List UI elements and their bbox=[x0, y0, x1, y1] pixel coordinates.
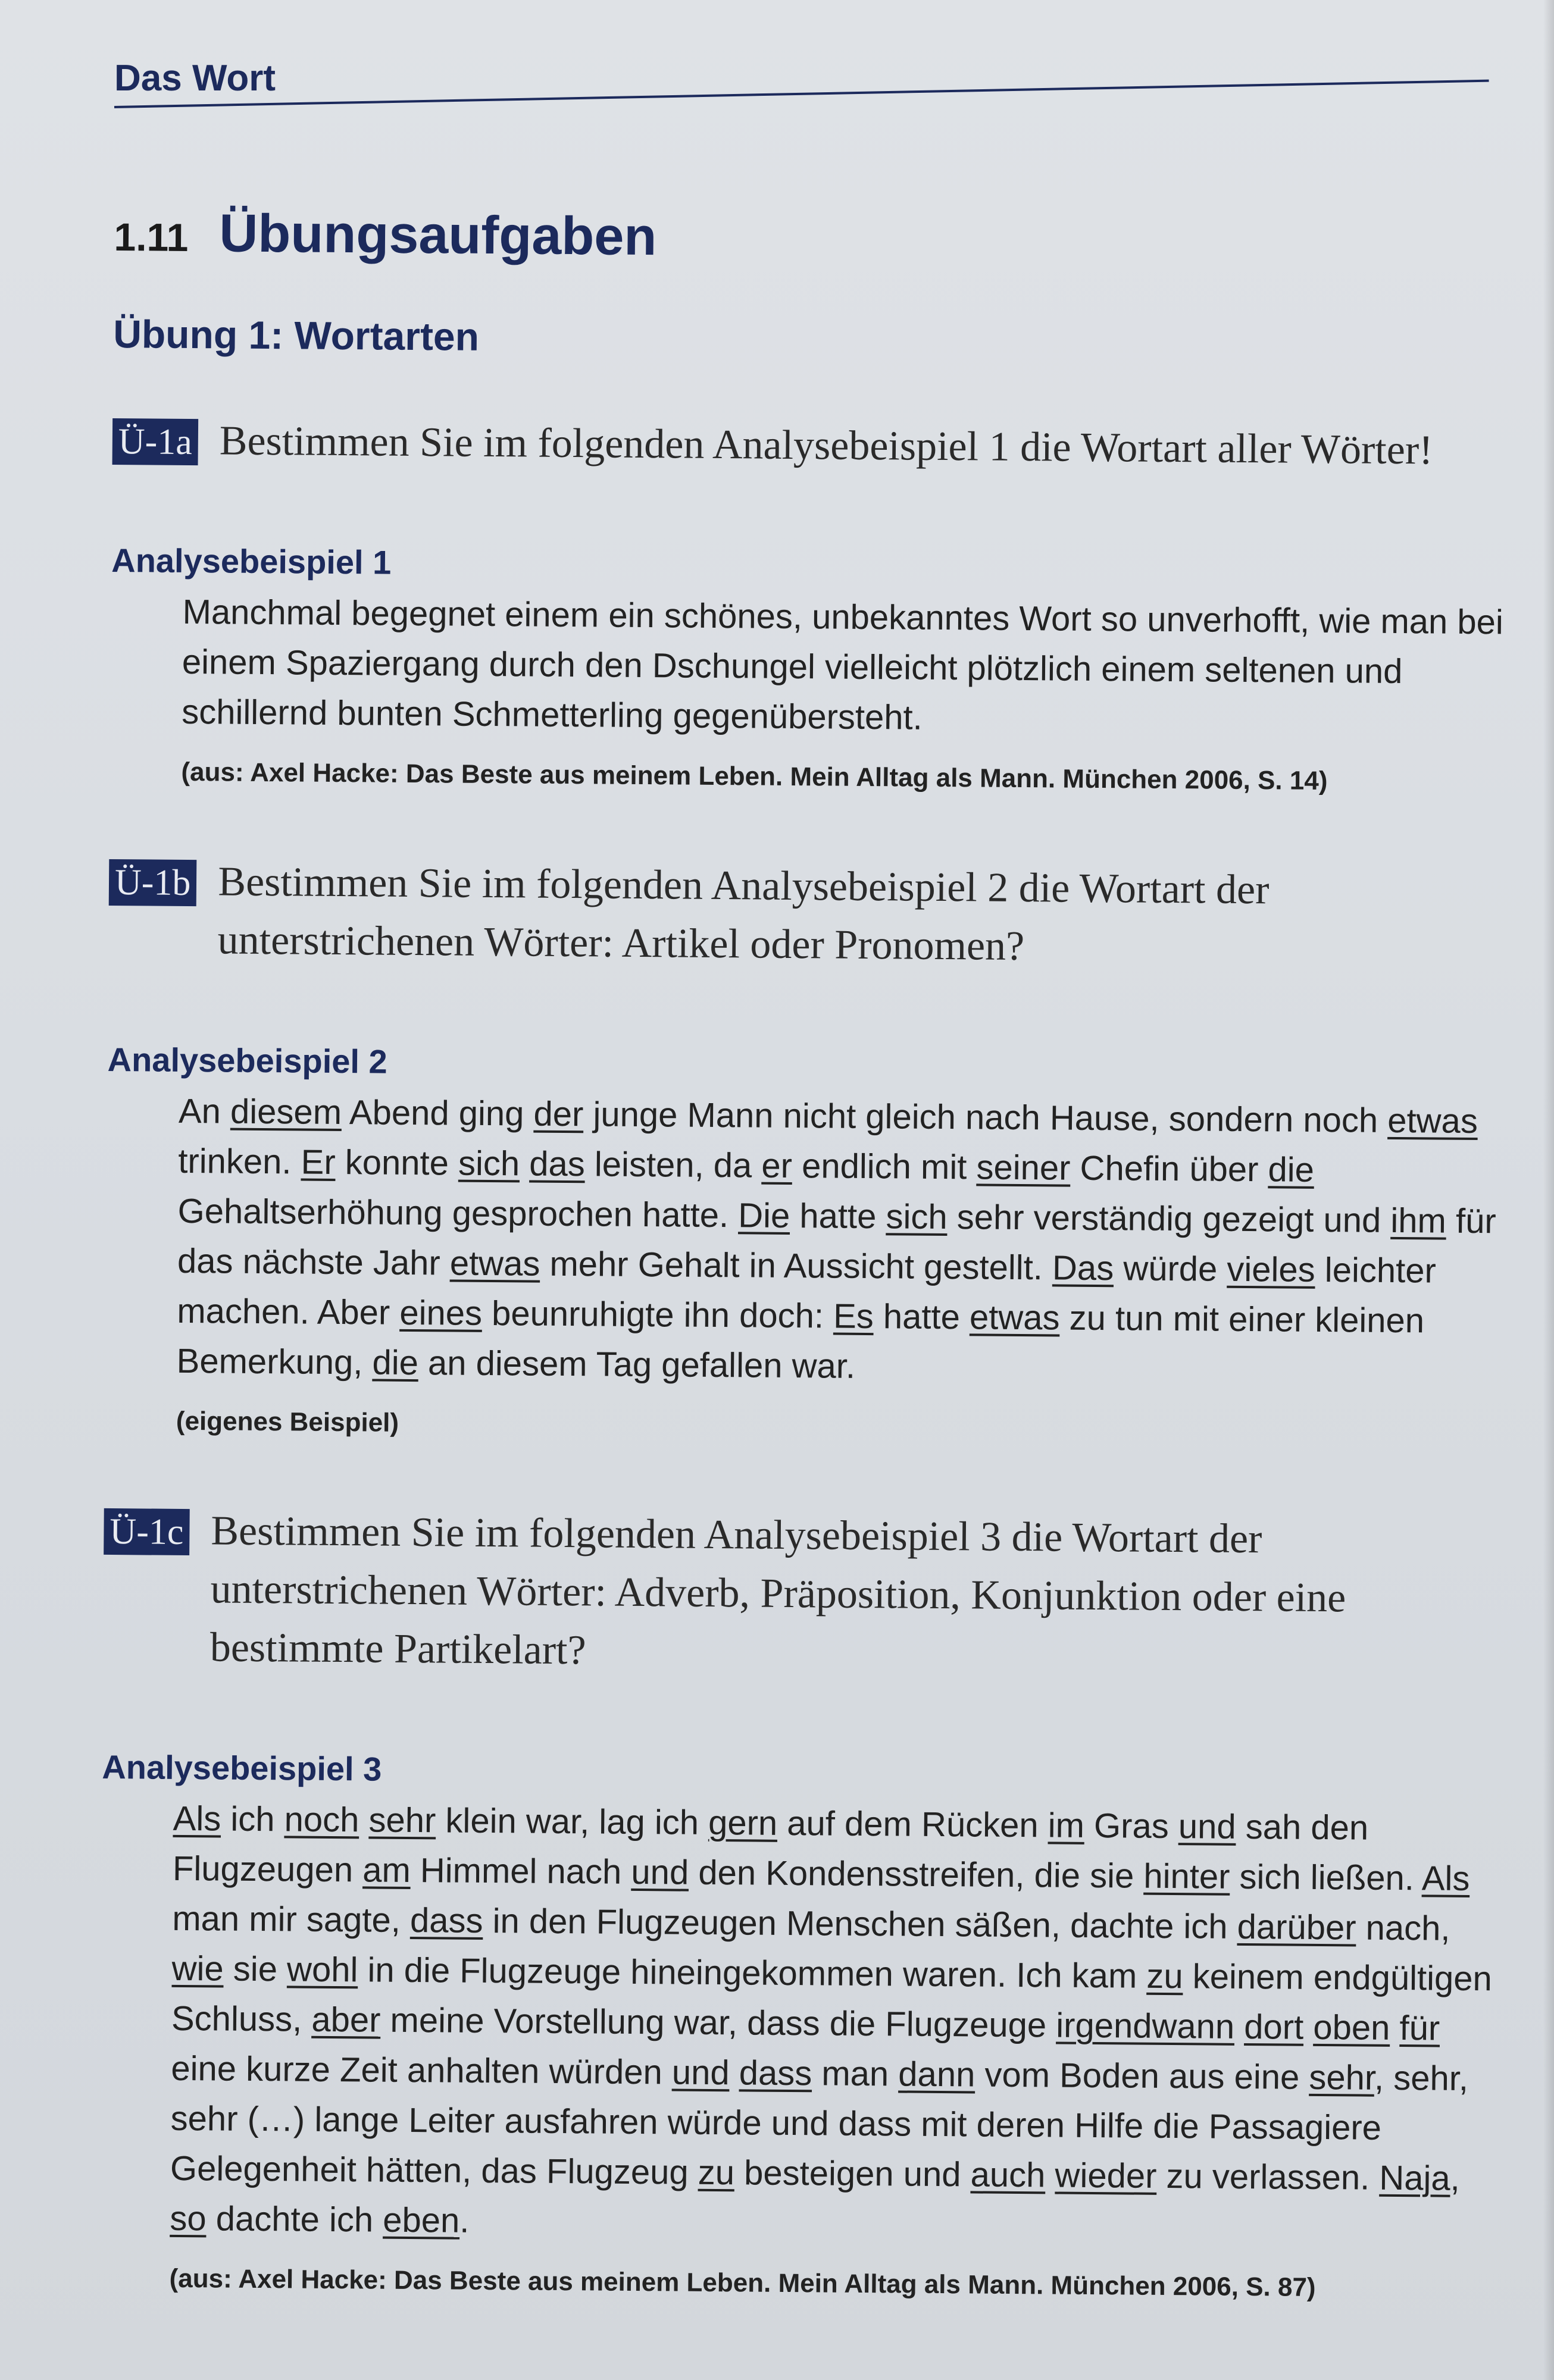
text-run: Manchmal begegnet einem ein schönes, unbekanntes Wort so unverhofft, wie man bei einem Spaziergang durch den Dschungel vielleicht plötzlich einem seltenen und schillernd bunten Schmetterling gegenübersteht. bbox=[182, 592, 1504, 737]
text-run: . bbox=[459, 2201, 470, 2240]
example-source: (eigenes Beispiel) bbox=[176, 1406, 399, 1438]
example-text bbox=[176, 1086, 1512, 1397]
text-run: nach, bbox=[1356, 1908, 1450, 1948]
text-run: man bbox=[812, 2054, 899, 2094]
section-title: Übungsaufgaben bbox=[219, 203, 657, 267]
example-text bbox=[182, 587, 1516, 748]
underlined-word: darüber bbox=[1237, 1907, 1356, 1947]
task-1b bbox=[108, 852, 1525, 980]
underlined-word: ihm bbox=[1390, 1201, 1447, 1241]
text-run: eine kurze Zeit anhalten würden bbox=[171, 2049, 673, 2092]
underlined-word: am bbox=[362, 1850, 411, 1890]
header-rule bbox=[114, 80, 1489, 108]
underlined-word: Als bbox=[1421, 1859, 1470, 1898]
underlined-word: diesem bbox=[230, 1092, 342, 1132]
text-run: leisten, da bbox=[584, 1145, 762, 1185]
underlined-word: die bbox=[372, 1343, 419, 1383]
text-run: dachte ich bbox=[206, 2199, 383, 2240]
text-run: sie bbox=[223, 1949, 287, 1989]
underlined-word: zu bbox=[1146, 1956, 1183, 1996]
underlined-word: die bbox=[1268, 1150, 1315, 1189]
text-run: ich bbox=[220, 1799, 284, 1839]
text-run: in die Flugzeuge hineingekommen waren. Ich kam bbox=[358, 1950, 1147, 1996]
underlined-word: und bbox=[671, 2053, 730, 2093]
text-run bbox=[1303, 2008, 1314, 2047]
text-run: meine Vorstellung war, dass die Flugzeuge bbox=[380, 2000, 1056, 2045]
text-run: man mir sagte, bbox=[172, 1899, 411, 1940]
text-run: hatte bbox=[790, 1196, 886, 1236]
analysis-example-2 bbox=[105, 1040, 1524, 1447]
text-run bbox=[729, 2053, 739, 2092]
text-run: besteigen und bbox=[734, 2153, 971, 2194]
task-label: Ü-1a bbox=[112, 418, 199, 465]
example-title: Analysebeispiel 3 bbox=[102, 1748, 382, 1788]
underlined-word: wohl bbox=[286, 1950, 358, 1990]
text-run: mehr Gehalt in Aussicht gestellt. bbox=[540, 1244, 1053, 1288]
text-run: sah den Flugzeugen bbox=[172, 1807, 1369, 1890]
text-run: sehr verständig gezeigt und bbox=[947, 1198, 1391, 1240]
text-run: auf dem Rücken bbox=[777, 1803, 1049, 1845]
example-title: Analysebeispiel 1 bbox=[111, 541, 392, 581]
underlined-word: Es bbox=[833, 1297, 874, 1336]
running-head: Das Wort bbox=[114, 58, 276, 99]
example-title: Analysebeispiel 2 bbox=[107, 1040, 387, 1081]
underlined-word: wieder bbox=[1055, 2156, 1157, 2196]
underlined-word: gern bbox=[708, 1803, 778, 1843]
text-run: endlich mit bbox=[792, 1146, 977, 1187]
example-source: (aus: Axel Hacke: Das Beste aus meinem Leben. Mein Alltag als Mann. München 2006, S. 14) bbox=[181, 757, 1328, 796]
text-run bbox=[520, 1144, 530, 1183]
underlined-word: wie bbox=[171, 1949, 224, 1988]
underlined-word: etwas bbox=[449, 1244, 540, 1283]
section-heading bbox=[114, 202, 1531, 275]
page-edge-shadow bbox=[1543, 0, 1554, 2380]
underlined-word: sehr bbox=[1309, 2058, 1375, 2097]
underlined-word: Als bbox=[173, 1799, 221, 1839]
underlined-word: dort bbox=[1244, 2008, 1304, 2047]
text-run: junge Mann nicht gleich nach Hause, sondern noch bbox=[583, 1095, 1388, 1140]
text-run: für das nächste Jahr bbox=[177, 1201, 1496, 1283]
underlined-word: irgendwann bbox=[1056, 2006, 1235, 2046]
text-run: Gras bbox=[1084, 1806, 1179, 1846]
text-run: sich ließen. bbox=[1230, 1857, 1422, 1898]
underlined-word: im bbox=[1048, 1806, 1085, 1845]
text-run: zu tun mit einer kleinen Bemerkung, bbox=[176, 1298, 1425, 1382]
text-run: hatte bbox=[873, 1297, 970, 1337]
task-text: Bestimmen Sie im folgenden Analysebeispiel 3 die Wortart der unterstrichenen Wörter: Adverb, Präposition, Konjunktion oder eine bestimmte Partikelart? bbox=[210, 1508, 1346, 1674]
text-run: keinem endgültigen Schluss, bbox=[171, 1957, 1493, 2039]
underlined-word: dann bbox=[898, 2055, 975, 2094]
underlined-word: für bbox=[1399, 2009, 1440, 2048]
underlined-word: so bbox=[170, 2199, 207, 2238]
underlined-word: Die bbox=[737, 1196, 790, 1235]
text-run bbox=[1234, 2008, 1245, 2046]
text-run: leichter machen. Aber bbox=[177, 1250, 1437, 1332]
underlined-word: hinter bbox=[1143, 1856, 1230, 1896]
exercise-title: Übung 1: Wortarten bbox=[112, 311, 480, 359]
underlined-word: das bbox=[529, 1144, 586, 1184]
underlined-word: etwas bbox=[969, 1298, 1060, 1338]
text-run: würde bbox=[1113, 1249, 1227, 1289]
text-run: Gehaltserhöhung gesprochen hatte. bbox=[177, 1191, 739, 1235]
text-run: konnte bbox=[335, 1142, 459, 1183]
underlined-word: vieles bbox=[1227, 1250, 1315, 1289]
underlined-word: er bbox=[761, 1146, 793, 1185]
text-run: an diesem Tag gefallen war. bbox=[418, 1344, 856, 1386]
underlined-word: dass bbox=[409, 1900, 483, 1940]
task-label: Ü-1c bbox=[104, 1508, 190, 1555]
underlined-word: oben bbox=[1313, 2008, 1390, 2047]
text-run: , sehr, sehr (…) lange Leiter ausfahren würde und dass mit deren Hilfe die Passagiere Gelegenheit hätten, das Flugzeug bbox=[170, 2058, 1469, 2192]
underlined-word: und bbox=[1178, 1807, 1236, 1846]
underlined-word: auch bbox=[970, 2155, 1046, 2195]
text-run: beunruhigte ihn doch: bbox=[481, 1294, 834, 1336]
underlined-word: etwas bbox=[1387, 1101, 1478, 1141]
text-run: den Kondensstreifen, die sie bbox=[688, 1853, 1144, 1896]
text-run: Himmel nach bbox=[410, 1850, 631, 1892]
task-1a bbox=[112, 411, 1529, 481]
analysis-example-1 bbox=[110, 541, 1528, 798]
text-run bbox=[1045, 2156, 1055, 2194]
text-run: Abend ging bbox=[341, 1093, 534, 1133]
text-run: klein war, lag ich bbox=[436, 1801, 709, 1842]
underlined-word: Naja bbox=[1379, 2158, 1450, 2198]
underlined-word: eben bbox=[383, 2200, 460, 2240]
underlined-word: aber bbox=[311, 2000, 381, 2040]
underlined-word: sehr bbox=[368, 1800, 436, 1840]
section-number: 1.11 bbox=[114, 214, 189, 259]
underlined-word: noch bbox=[284, 1800, 359, 1840]
underlined-word: Das bbox=[1052, 1248, 1114, 1288]
text-run bbox=[1390, 2009, 1400, 2047]
underlined-word: zu bbox=[698, 2153, 735, 2193]
underlined-word: dass bbox=[739, 2053, 812, 2093]
text-run: trinken. bbox=[178, 1141, 301, 1182]
text-run: , bbox=[1450, 2159, 1461, 2198]
text-run bbox=[359, 1800, 369, 1839]
underlined-word: der bbox=[533, 1094, 584, 1134]
underlined-word: seiner bbox=[976, 1148, 1071, 1188]
text-run: An bbox=[178, 1091, 231, 1131]
underlined-word: Er bbox=[301, 1142, 336, 1182]
underlined-word: eines bbox=[399, 1293, 483, 1333]
task-text: Bestimmen Sie im folgenden Analysebeispiel 1 die Wortart aller Wörter! bbox=[219, 418, 1433, 474]
underlined-word: und bbox=[631, 1852, 689, 1892]
analysis-example-3 bbox=[98, 1748, 1518, 2304]
text-run: in den Flugzeugen Menschen säßen, dachte ich bbox=[483, 1901, 1237, 1946]
text-run: Chefin über bbox=[1070, 1148, 1268, 1189]
underlined-word: sich bbox=[886, 1197, 948, 1237]
underlined-word: sich bbox=[458, 1144, 520, 1183]
task-1c bbox=[103, 1501, 1521, 1687]
page-content bbox=[98, 202, 1531, 2370]
text-run: vom Boden aus eine bbox=[975, 2055, 1309, 2097]
task-label: Ü-1b bbox=[109, 859, 197, 906]
task-text: Bestimmen Sie im folgenden Analysebeispiel 2 die Wortart der unterstrichenen Wörter: Artikel oder Pronomen? bbox=[217, 859, 1270, 970]
text-run: zu verlassen. bbox=[1156, 2156, 1380, 2197]
example-source: (aus: Axel Hacke: Das Beste aus meinem Leben. Mein Alltag als Mann. München 2006, S. 87) bbox=[169, 2263, 1316, 2302]
example-text bbox=[170, 1794, 1506, 2254]
